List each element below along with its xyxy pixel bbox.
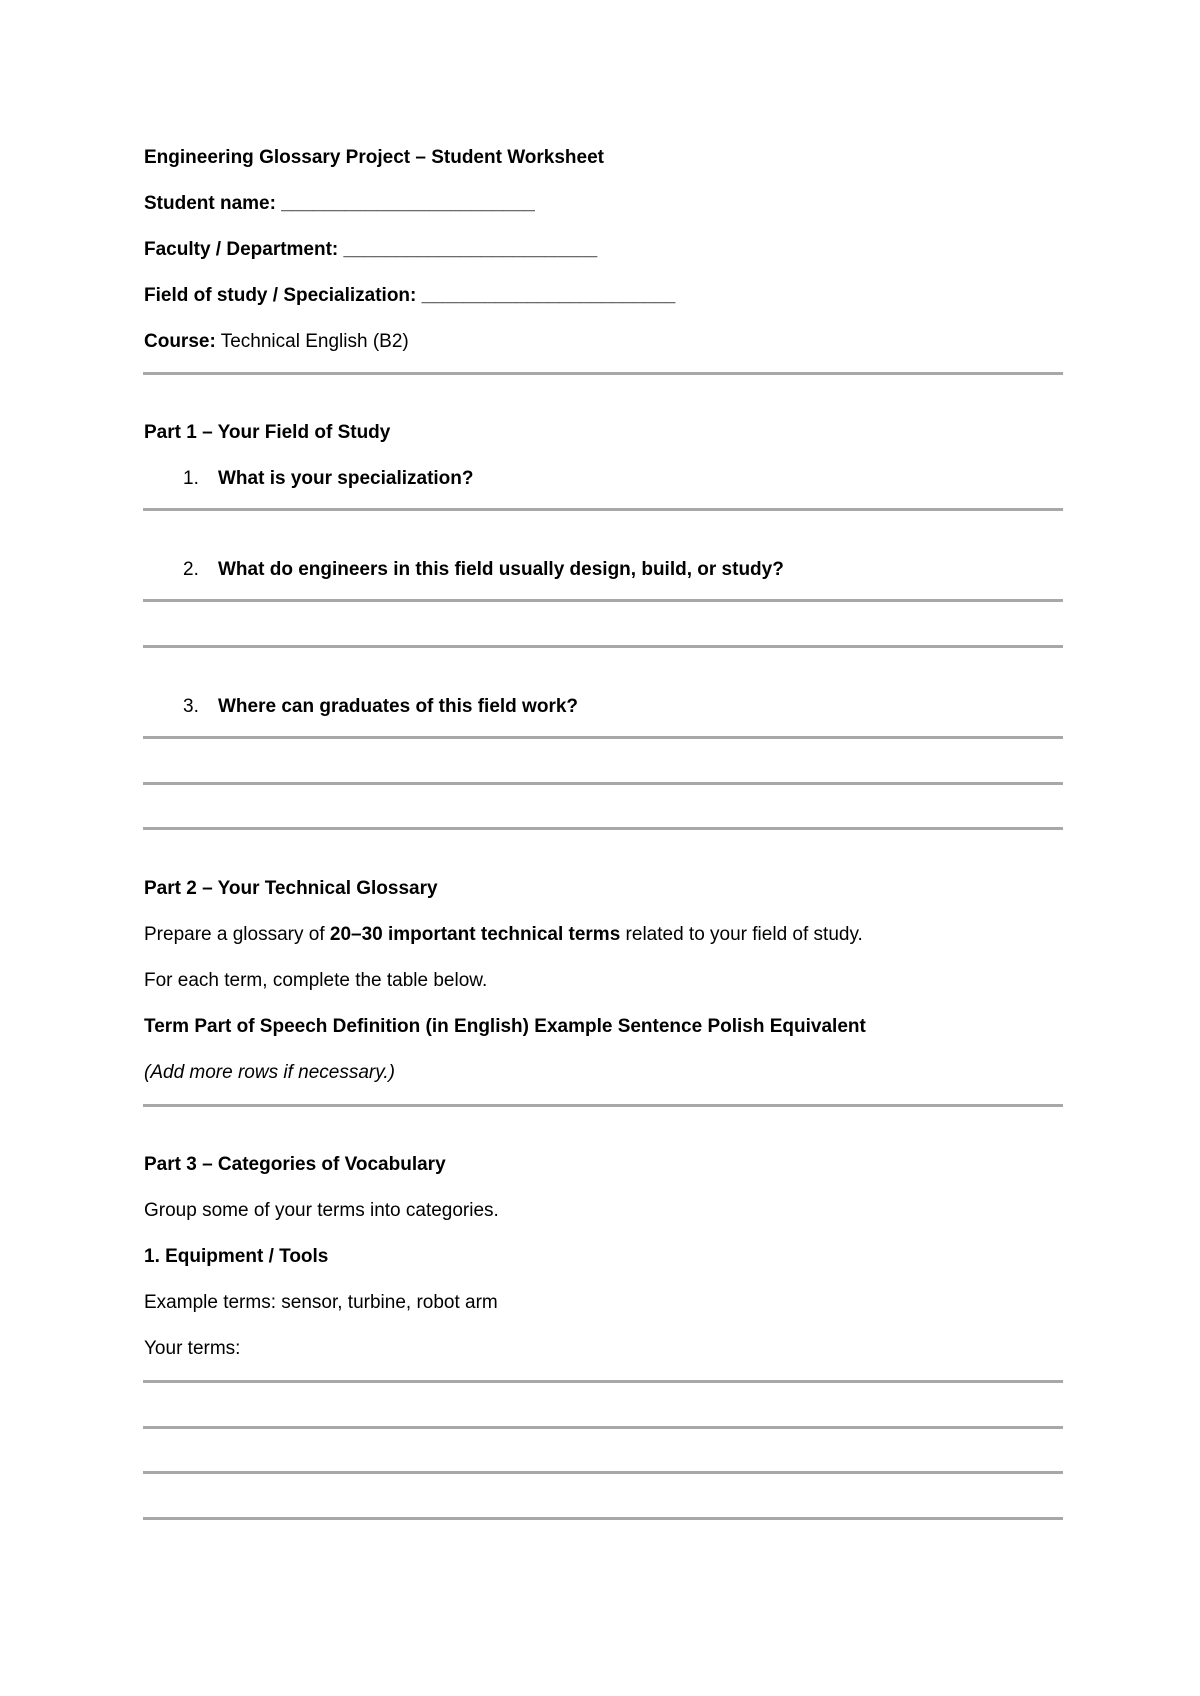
answer-line[interactable] bbox=[143, 508, 1063, 511]
part3-intro: Group some of your terms into categories. bbox=[144, 1200, 499, 1221]
glossary-table-header bbox=[144, 1015, 866, 1039]
answer-line[interactable] bbox=[143, 782, 1063, 785]
column-header-part-of-speech: Part of Speech bbox=[194, 1016, 328, 1037]
answer-line[interactable] bbox=[143, 1517, 1063, 1520]
section-divider bbox=[143, 372, 1063, 375]
answer-line[interactable] bbox=[143, 1471, 1063, 1474]
answer-line[interactable] bbox=[143, 1426, 1063, 1429]
section-divider bbox=[143, 1104, 1063, 1107]
part2-instruction: For each term, complete the table below. bbox=[144, 970, 488, 991]
student-name-line bbox=[144, 192, 535, 216]
faculty-blank: ________________________ bbox=[343, 239, 598, 260]
part3-heading: Part 3 – Categories of Vocabulary bbox=[144, 1154, 446, 1175]
question-2-text: What do engineers in this field usually design, build, or study? bbox=[218, 559, 784, 580]
part2-note: (Add more rows if necessary.) bbox=[144, 1062, 395, 1083]
answer-line[interactable] bbox=[143, 736, 1063, 739]
column-header-polish-equivalent: Polish Equivalent bbox=[707, 1016, 866, 1037]
course-value: Technical English (B2) bbox=[220, 331, 409, 352]
answer-line[interactable] bbox=[143, 645, 1063, 648]
question-3-text: Where can graduates of this field work? bbox=[218, 696, 579, 717]
part2-intro bbox=[144, 923, 863, 947]
student-name-blank: ________________________ bbox=[281, 193, 535, 214]
answer-line[interactable] bbox=[143, 827, 1063, 830]
student-name-label: Student name: bbox=[144, 193, 276, 214]
course-label: Course: bbox=[144, 331, 216, 352]
answer-line[interactable] bbox=[143, 1380, 1063, 1383]
question-1-number: 1. bbox=[183, 468, 199, 489]
document-title: Engineering Glossary Project – Student Worksheet bbox=[144, 147, 604, 168]
part2-intro-end: related to your field of study. bbox=[620, 924, 863, 945]
question-2-number: 2. bbox=[183, 559, 199, 580]
course-line bbox=[144, 330, 409, 354]
field-of-study-label: Field of study / Specialization: bbox=[144, 285, 417, 306]
column-header-example-sentence: Example Sentence bbox=[534, 1016, 703, 1037]
part2-intro-emphasis: 20–30 important technical terms bbox=[329, 924, 621, 945]
field-of-study-line bbox=[144, 284, 675, 308]
question-1-text: What is your specialization? bbox=[218, 468, 474, 489]
part2-intro-start: Prepare a glossary of bbox=[144, 924, 330, 945]
category-example-terms: Example terms: sensor, turbine, robot arm bbox=[144, 1292, 498, 1313]
category-title: 1. Equipment / Tools bbox=[144, 1246, 329, 1267]
faculty-line bbox=[144, 238, 597, 262]
answer-line[interactable] bbox=[143, 599, 1063, 602]
question-3-number: 3. bbox=[183, 696, 199, 717]
part1-heading: Part 1 – Your Field of Study bbox=[144, 422, 391, 443]
part2-heading: Part 2 – Your Technical Glossary bbox=[144, 878, 438, 899]
field-of-study-blank: ________________________ bbox=[421, 285, 676, 306]
column-header-term: Term bbox=[144, 1016, 190, 1037]
faculty-label: Faculty / Department: bbox=[144, 239, 339, 260]
column-header-definition: Definition (in English) bbox=[332, 1016, 529, 1037]
your-terms-label: Your terms: bbox=[144, 1338, 241, 1359]
